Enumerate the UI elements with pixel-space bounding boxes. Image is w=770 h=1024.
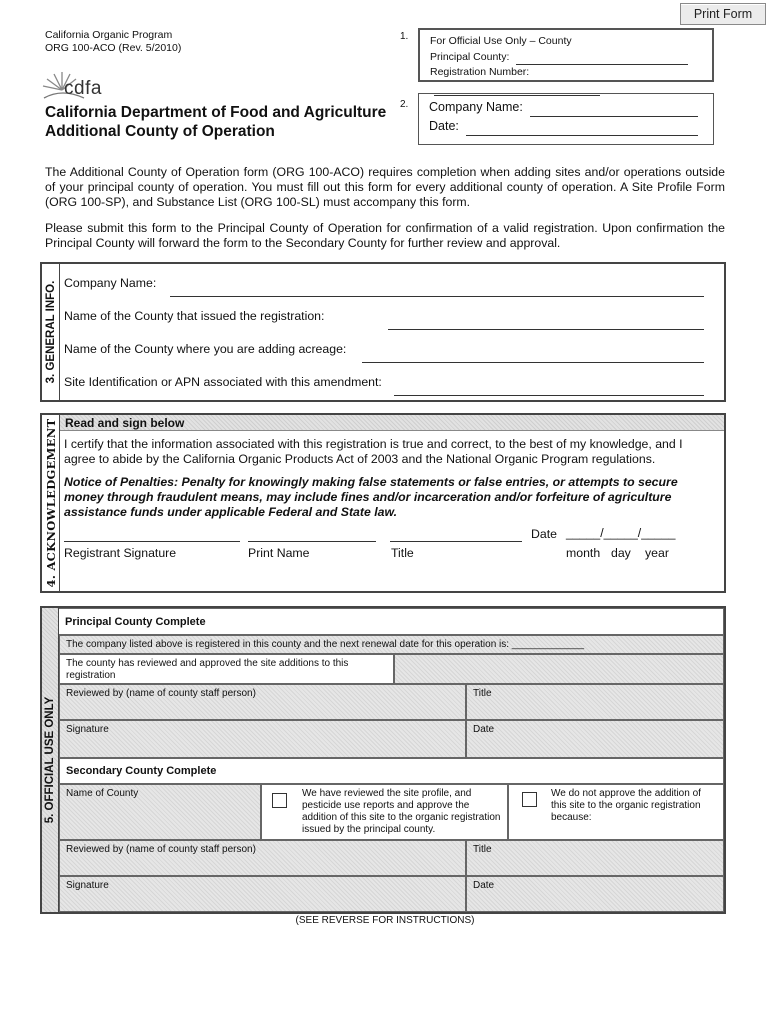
name-of-county-field[interactable]: Name of County	[59, 784, 261, 840]
form-title: Additional County of Operation	[45, 123, 275, 140]
footer-note: (SEE REVERSE FOR INSTRUCTIONS)	[295, 915, 475, 926]
intro-paragraph-1: The Additional County of Operation form (ORG 100-ACO) requires completion when adding sites and/or operations outside of your principal county of operation. You must fill out this form for every additional county of operation. A Site Profile Form (ORG 100-SP), and Substance List (ORG 100-SL) must accompany this form.	[45, 165, 725, 209]
company-date-box	[418, 93, 714, 145]
principal-county-label: Principal County:	[430, 50, 510, 63]
secondary-signature-field[interactable]: Signature	[59, 876, 466, 912]
notice-of-penalties: Notice of Penalties: Penalty for knowingly making false statements or false entries, or attempts to secure money through fraudulent means, may include fines and/or incarceration and/or forfeiture of agriculture assistance funds under applicable Federal and State law.	[64, 475, 678, 519]
date-field[interactable]: _____/_____/_____	[566, 526, 676, 540]
site-id-label: Site Identification or APN associated with this amendment:	[64, 375, 382, 389]
read-and-sign-header: Read and sign below	[60, 415, 724, 431]
principal-signature-field[interactable]: Signature	[59, 720, 466, 758]
adding-county-field[interactable]	[362, 362, 704, 363]
official-use-title: For Official Use Only – County	[430, 35, 572, 47]
approve-text: We have reviewed the site profile, and pesticide use reports and approve the addition of this site to the organic registration issued by the principal county.	[302, 788, 501, 835]
box2-number: 2.	[400, 99, 409, 110]
year-label: year	[645, 546, 669, 560]
secondary-date-field[interactable]: Date	[466, 876, 724, 912]
official-use-section	[40, 606, 726, 914]
certification-text: I certify that the information associated with this registration is true and correct, to the best of my knowledge, and I agree to abide by the California Organic Products Act of 2003 and the National Organic Program regulations.	[64, 437, 683, 466]
company-name-field[interactable]	[170, 296, 704, 297]
principal-title-field[interactable]: Title	[466, 684, 724, 720]
principal-county-row	[430, 50, 702, 66]
deny-checkbox[interactable]	[522, 792, 537, 807]
registration-number-label: Registration Number:	[430, 66, 530, 78]
general-info-side-label: 3. GENERAL INFO.	[42, 264, 60, 400]
reviewed-approved-field[interactable]	[394, 654, 724, 684]
official-use-side-label: 5. OFFICIAL USE ONLY	[42, 608, 59, 912]
deny-text: We do not approve the addition of this site to the organic registration because:	[551, 788, 701, 823]
acknowledgement-section	[40, 413, 726, 593]
box2-date-field[interactable]	[466, 124, 698, 136]
box2-company-row	[429, 98, 703, 117]
renewal-date-row[interactable]: The company listed above is registered in this county and the next renewal date for this operation is: _____________	[59, 635, 724, 654]
issuing-county-label: Name of the County that issued the registration:	[64, 309, 325, 323]
program-header	[45, 29, 181, 55]
department-name: California Department of Food and Agriculture	[45, 104, 387, 121]
company-name-label: Company Name:	[64, 276, 157, 290]
reviewed-approved-text: The county has reviewed and approved the site additions to this registration	[59, 654, 394, 684]
date-label: Date	[531, 527, 557, 541]
day-label: day	[611, 546, 631, 560]
logo-text: cdfa	[64, 78, 102, 99]
secondary-county-header: Secondary County Complete	[59, 758, 724, 784]
box2-date-label: Date:	[429, 119, 459, 133]
title-label: Title	[391, 546, 414, 560]
reviewed-by-field[interactable]: Reviewed by (name of county staff person)	[59, 684, 466, 720]
secondary-reviewed-by-field[interactable]: Reviewed by (name of county staff person)	[59, 840, 466, 876]
adding-county-label: Name of the County where you are adding acreage:	[64, 342, 347, 356]
registration-number-row	[430, 65, 702, 96]
acknowledgement-side-label: 4. ACKNOWLEDGEMENT	[42, 415, 60, 591]
print-form-button[interactable]: Print Form	[680, 3, 766, 25]
form-id: ORG 100-ACO (Rev. 5/2010)	[45, 42, 182, 54]
site-id-field[interactable]	[394, 395, 704, 396]
intro-paragraph-2: Please submit this form to the Principal County of Operation for confirmation of a valid registration. Upon confirmation the Principal County will forward the form to the Secondary County for further review and approval.	[45, 221, 725, 250]
registrant-signature-field[interactable]	[64, 541, 240, 542]
program-name: California Organic Program	[45, 29, 173, 41]
print-name-label: Print Name	[248, 546, 310, 560]
general-info-section	[40, 262, 726, 402]
department-title	[45, 103, 405, 141]
principal-date-field[interactable]: Date	[466, 720, 724, 758]
box2-company-label: Company Name:	[429, 100, 523, 114]
month-label: month	[566, 546, 601, 560]
box2-company-field[interactable]	[530, 105, 698, 117]
approve-checkbox[interactable]	[272, 793, 287, 808]
issuing-county-field[interactable]	[388, 329, 704, 330]
title-field[interactable]	[390, 541, 522, 542]
deny-option	[508, 784, 724, 840]
official-use-county-box	[418, 28, 714, 82]
box2-date-row	[429, 117, 703, 136]
secondary-title-field[interactable]: Title	[466, 840, 724, 876]
approve-option	[261, 784, 508, 840]
principal-county-field[interactable]	[516, 53, 688, 65]
print-name-field[interactable]	[248, 541, 376, 542]
registrant-signature-label: Registrant Signature	[64, 546, 177, 560]
box1-number: 1.	[400, 31, 409, 42]
principal-county-header: Principal County Complete	[59, 608, 724, 635]
